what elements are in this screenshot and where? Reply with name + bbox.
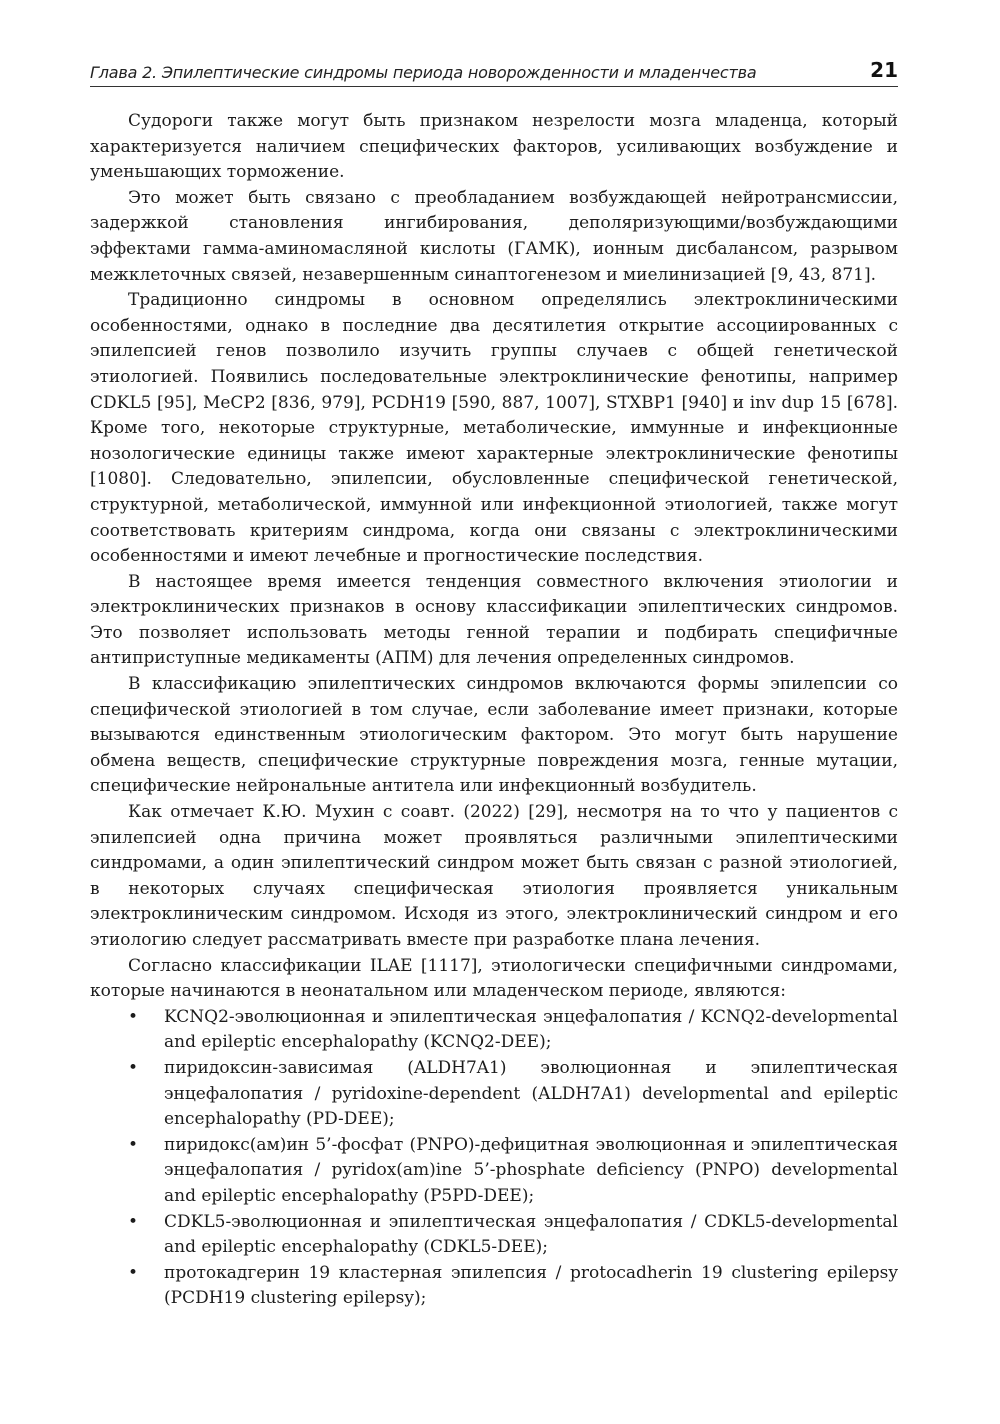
list-item-text: KCNQ2-эволюционная и эпилептическая энцефалопатия / KCNQ2-developmental and epileptic encephalopathy (KCNQ2-DEE); — [164, 1006, 898, 1053]
list-item-text: протокадгерин 19 кластерная эпилепсия / protocadherin 19 clustering epilepsy (PCDH19 clustering epilepsy); — [164, 1262, 898, 1309]
bullet-icon: • — [128, 1262, 139, 1283]
paragraph: Это может быть связано с преобладанием возбуждающей нейротрансмиссии, задержкой становления ингибирования, деполяризующими/возбуждающими эффектами гамма-аминомасляной кислоты (ГАМК), ионным дисбалансом, разрывом межклеточных связей, незавершенным синаптогенезом и миелинизацией [9, 43, 871]. — [90, 187, 898, 285]
paragraph: В классификацию эпилептических синдромов включаются формы эпилепсии со специфической этиологией в том случае, если заболевание имеет признаки, которые вызываются единственным этиологическим фактором. Это могут быть нарушение обмена веществ, специфические структурные повреждения мозга, генные мутации, специфические нейрональные антитела или инфекционный возбудитель. — [90, 674, 898, 797]
running-header — [90, 58, 898, 87]
paragraph: В настоящее время имеется тенденция совместного включения этиологии и электроклинических признаков в основу классификации эпилептических синдромов. Это позволяет использовать методы генной терапии и подбирать специфичные антиприступные медикаменты (АПМ) для лечения определенных синдромов. — [90, 571, 898, 669]
list-item — [90, 1210, 898, 1261]
bullet-icon: • — [128, 1134, 139, 1155]
paragraph: Согласно классификации ILAE [1117], этиологически специфичными синдромами, которые начинаются в неонатальном или младенческом периоде, являются: — [90, 955, 898, 1002]
list-item-text: CDKL5-эволюционная и эпилептическая энцефалопатия / CDKL5-developmental and epileptic encephalopathy (CDKL5-DEE); — [164, 1211, 898, 1258]
paragraph: Судороги также могут быть признаком незрелости мозга младенца, который характеризуется наличием специфических факторов, усиливающих возбуждение и уменьшающих торможение. — [90, 111, 898, 183]
body-text — [90, 109, 898, 1312]
page-number: 21 — [870, 58, 898, 82]
list-item — [90, 1133, 898, 1210]
list-item-text: пиридоксин-зависимая (ALDH7A1) эволюционная и эпилептическая энцефалопатия / pyridoxine-dependent (ALDH7A1) developmental and epileptic encephalopathy (PD-DEE); — [164, 1057, 898, 1130]
list-item — [90, 1261, 898, 1312]
book-page — [90, 58, 898, 1312]
bullet-icon: • — [128, 1006, 139, 1027]
list-item — [90, 1005, 898, 1056]
list-item — [90, 1056, 898, 1133]
syndrome-list — [90, 1005, 898, 1312]
paragraph: Как отмечает К.Ю. Мухин с соавт. (2022) [29], несмотря на то что у пациентов с эпилепсией одна причина может проявляться различными эпилептическими синдромами, а один эпилептический синдром может быть связан с разной этиологией, в некоторых случаях специфическая этиология проявляется уникальным электроклиническим синдромом. Исходя из этого, электроклинический синдром и его этиологию следует рассматривать вместе при разработке плана лечения. — [90, 802, 898, 950]
list-item-text: пиридокс(ам)ин 5’-фосфат (PNPO)-дефицитная эволюционная и эпилептическая энцефалопатия / pyridox(am)ine 5’-phosphate deficiency (PNPO) developmental and epileptic encephalopathy (P5PD-DEE); — [164, 1134, 898, 1206]
bullet-icon: • — [128, 1057, 139, 1078]
chapter-title: Глава 2. Эпилептические синдромы периода новорожденности и младенчества — [90, 63, 757, 82]
bullet-icon: • — [128, 1211, 139, 1232]
paragraph: Традиционно синдромы в основном определялись электроклиническими особенностями, однако в последние два десятилетия открытие ассоциированных с эпилепсией генов позволило изучить группы случаев с общей генетической этиологией. Появились последовательные электроклинические фенотипы, например CDKL5 [95], MeCP2 [836, 979], PCDH19 [590, 887, 1007], STXBP1 [940] и inv dup 15 [678]. Кроме того, некоторые структурные, метаболические, иммунные и инфекционные нозологические единицы также имеют характерные электроклинические фенотипы [1080]. Следовательно, эпилепсии, обусловленные специфической генетической, структурной, метаболической, иммунной или инфекционной этиологией, также могут соответствовать критериям синдрома, когда они связаны с электроклиническими особенностями и имеют лечебные и прогностические последствия. — [90, 290, 898, 567]
